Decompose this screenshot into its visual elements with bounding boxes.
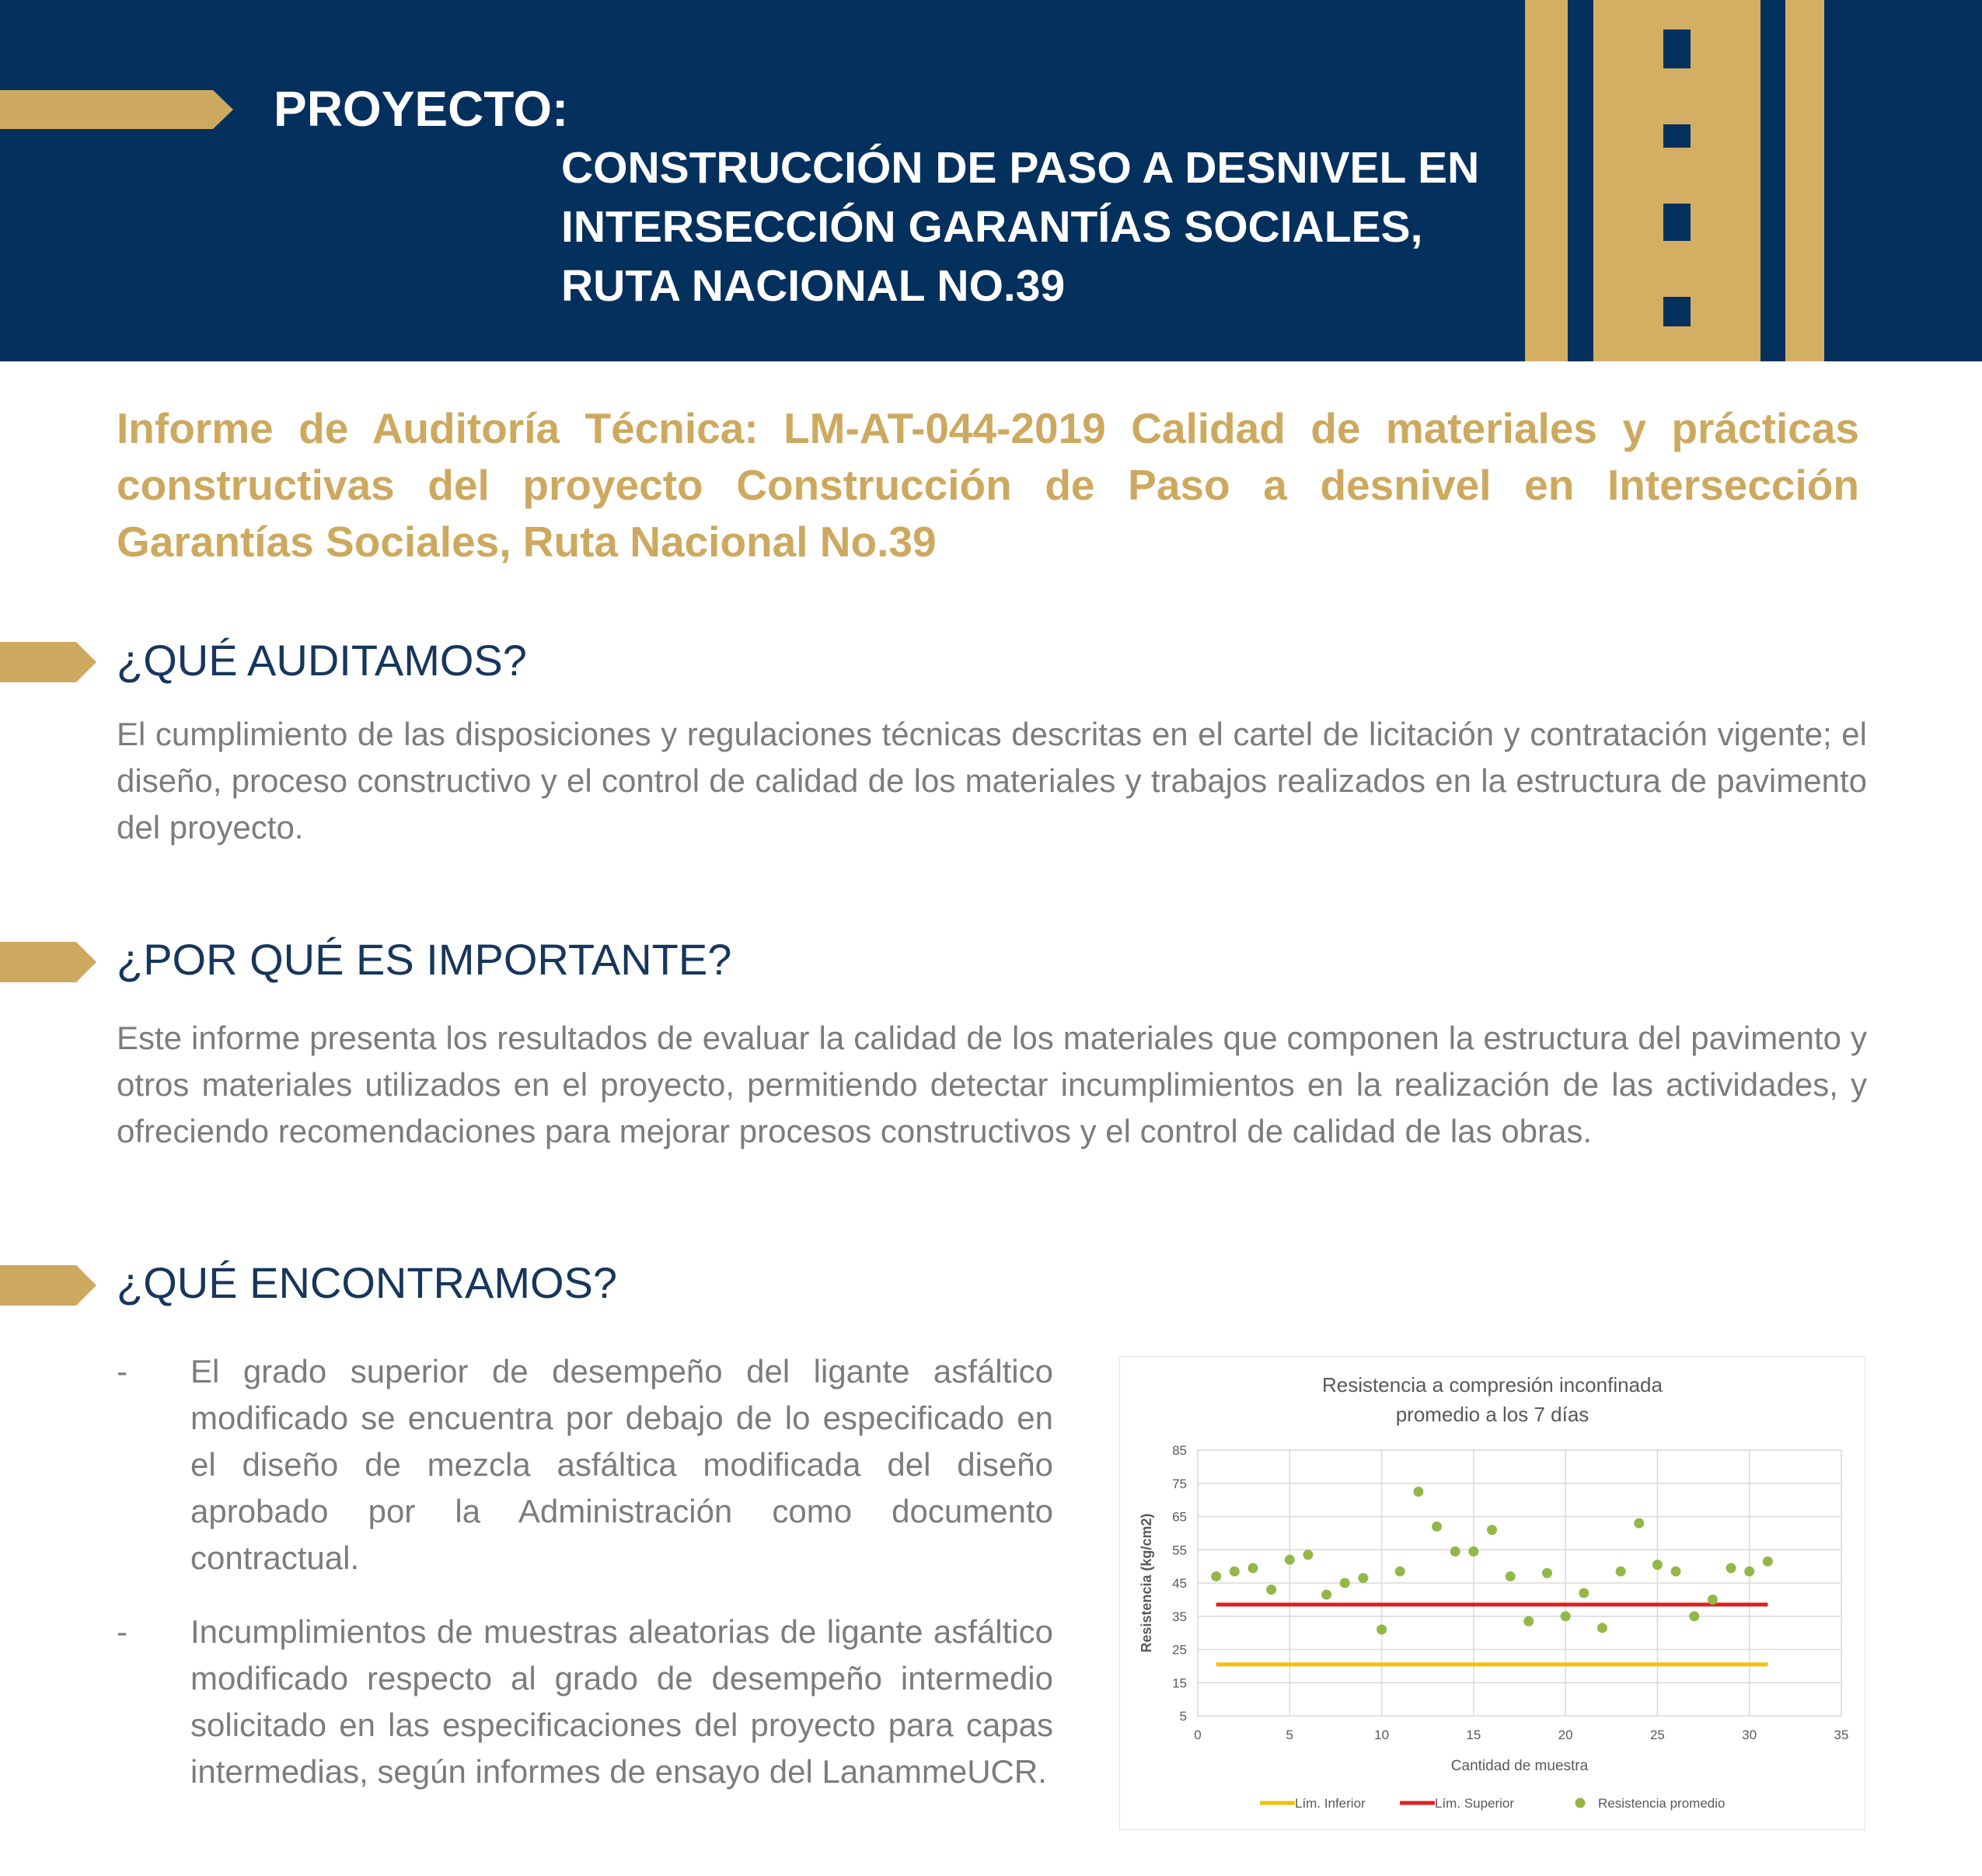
data-point (1634, 1519, 1644, 1529)
data-point (1358, 1573, 1368, 1583)
y-tick-label: 45 (1172, 1576, 1187, 1591)
y-tick-label: 85 (1172, 1443, 1187, 1458)
y-tick-label: 65 (1172, 1509, 1187, 1525)
section-body-why-important: Este informe presenta los resultados de evaluar la calidad de los materiales que componen la estructura del pavimento y otros materiales utilizados en el proyecto, permitiendo detectar incumplimientos en la realización de las actividades, y ofreciendo recomendaciones para mejorar procesos constructivos y el control de calidad de las obras. (117, 1020, 1867, 1149)
legend-swatch (1575, 1798, 1586, 1808)
road-dash-decoration (1663, 148, 1691, 204)
project-title-line: INTERSECCIÓN GARANTÍAS SOCIALES, (561, 202, 1423, 252)
data-point (1413, 1487, 1423, 1497)
x-tick-label: 35 (1834, 1728, 1849, 1742)
y-tick-label: 35 (1172, 1609, 1187, 1624)
section-heading-what-we-found: ¿QUÉ ENCONTRAMOS? (117, 1258, 618, 1307)
data-point (1597, 1623, 1607, 1633)
x-tick-label: 5 (1286, 1728, 1294, 1742)
legend-label: Lím. Superior (1435, 1796, 1515, 1811)
project-header (0, 0, 1982, 361)
legend-label: Resistencia promedio (1598, 1796, 1726, 1811)
y-tick-label: 25 (1172, 1642, 1187, 1658)
data-point (1763, 1557, 1773, 1567)
y-axis-label: Resistencia (kg/cm2) (1139, 1513, 1154, 1653)
findings-list (117, 1348, 1053, 1795)
data-point (1247, 1563, 1258, 1573)
bullet-dash: - (117, 1613, 127, 1650)
x-tick-label: 30 (1742, 1728, 1757, 1742)
section-heading-what-we-audited: ¿QUÉ AUDITAMOS? (117, 636, 527, 685)
chart-svg (1120, 1357, 1865, 1829)
finding-text: El grado superior de desempeño del ligante asfáltico modificado se encuentra por debajo de lo especificado en el diseño de mezcla asfáltica modificada del diseño aprobado por la Administración como documento contractual. (190, 1353, 1053, 1576)
section-body-what-we-audited: El cumplimiento de las disposiciones y regulaciones técnicas descritas en el cartel de licitación y contratación vigente; el diseño, proceso constructivo y el control de calidad de los materiales y trabajos realizados en la estructura de pavimento del proyecto. (117, 716, 1867, 846)
x-tick-label: 15 (1466, 1728, 1481, 1742)
legend-label: Lím. Inferior (1295, 1796, 1366, 1811)
data-point (1506, 1571, 1516, 1581)
report-title: Informe de Auditoría Técnica: LM-AT-044-2019 Calidad de materiales y prácticas constructivas del proyecto Construcción de Paso a desnivel en Intersección Garantías Sociales, Ruta Nacional No.39 (117, 404, 1859, 566)
chart-title: promedio a los 7 días (1395, 1403, 1589, 1426)
project-title (561, 138, 1494, 316)
header-arrow-decoration (0, 90, 233, 129)
data-point (1487, 1525, 1497, 1535)
x-axis-label: Cantidad de muestra (1450, 1758, 1589, 1774)
y-tick-label: 5 (1179, 1709, 1187, 1724)
y-tick-label: 15 (1172, 1675, 1187, 1691)
data-point (1616, 1567, 1626, 1577)
data-point (1726, 1563, 1736, 1573)
data-point (1708, 1595, 1718, 1605)
road-dash-decoration (1663, 0, 1691, 30)
y-tick-label: 75 (1172, 1476, 1187, 1491)
data-point (1652, 1560, 1663, 1570)
x-tick-label: 10 (1374, 1728, 1390, 1742)
data-point (1211, 1571, 1221, 1581)
data-point (1321, 1589, 1331, 1599)
section-heading-why-important: ¿POR QUÉ ES IMPORTANTE? (117, 935, 732, 984)
road-dash-decoration (1663, 326, 1691, 361)
data-point (1579, 1588, 1589, 1598)
bullet-dash: - (117, 1353, 127, 1390)
data-point (1266, 1585, 1276, 1595)
data-point (1377, 1624, 1387, 1634)
road-stripe-decoration (1525, 0, 1568, 361)
data-point (1303, 1550, 1313, 1560)
x-tick-label: 0 (1194, 1728, 1202, 1742)
finding-item (117, 1348, 1053, 1581)
project-title-line: RUTA NACIONAL NO.39 (561, 261, 1066, 311)
chart-title: Resistencia a compresión inconfinada (1322, 1373, 1663, 1397)
y-tick-label: 55 (1172, 1543, 1187, 1558)
data-point (1230, 1567, 1240, 1577)
finding-text: Incumplimientos de muestras aleatorias de ligante asfáltico modificado respecto al grado de desempeño intermedio solicitado en las especificaciones del proyecto para capas intermedias, según informes de ensayo del LanammeUCR. (190, 1613, 1053, 1790)
data-point (1542, 1568, 1552, 1578)
road-stripe-decoration (1785, 0, 1824, 361)
compression-strength-chart (1119, 1356, 1865, 1830)
data-point (1468, 1546, 1478, 1557)
road-dash-decoration (1663, 241, 1691, 297)
section-arrow-decoration (0, 942, 96, 982)
data-point (1395, 1567, 1405, 1577)
data-point (1523, 1616, 1534, 1627)
data-point (1671, 1567, 1681, 1577)
data-point (1340, 1578, 1350, 1588)
x-tick-label: 25 (1649, 1728, 1665, 1742)
road-stripe-decoration (1593, 0, 1663, 361)
x-tick-label: 20 (1558, 1728, 1573, 1742)
project-title-line: CONSTRUCCIÓN DE PASO A DESNIVEL EN (561, 143, 1480, 193)
data-point (1561, 1611, 1571, 1621)
road-dash-decoration (1663, 68, 1691, 124)
data-point (1450, 1546, 1460, 1557)
section-arrow-decoration (0, 1265, 96, 1306)
section-arrow-decoration (0, 642, 96, 682)
road-stripe-decoration (1691, 0, 1760, 361)
project-label: PROYECTO: (274, 81, 569, 137)
finding-item (117, 1609, 1053, 1795)
data-point (1432, 1522, 1442, 1532)
data-point (1285, 1555, 1295, 1565)
data-point (1744, 1567, 1754, 1577)
data-point (1689, 1611, 1699, 1621)
